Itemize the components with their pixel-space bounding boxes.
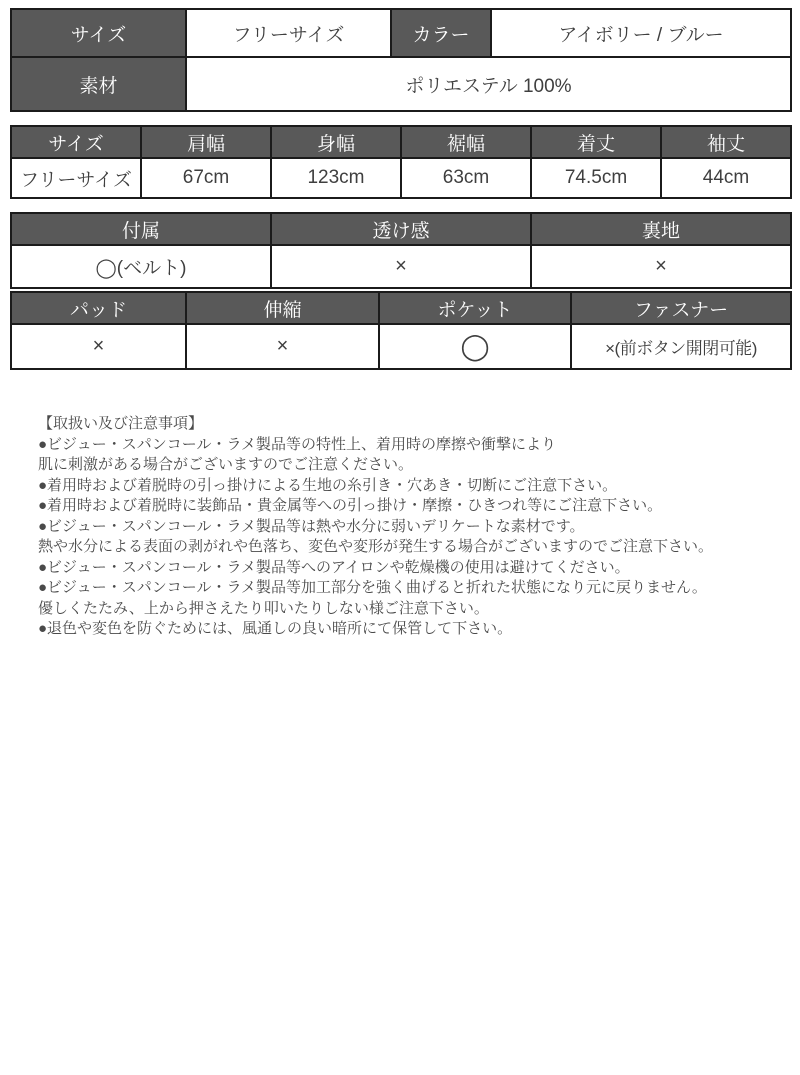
feature-pad-value: × bbox=[11, 324, 186, 369]
spec-table bbox=[10, 8, 792, 112]
note-line: 熱や水分による表面の剥がれや色落ち、変色や変形が発生する場合がございますのでご注意下さい。 bbox=[38, 538, 714, 555]
feature-sheerness-value: × bbox=[271, 245, 531, 288]
feature-header-stretch: 伸縮 bbox=[186, 292, 379, 324]
note-line: ●ビジュー・スパンコール・ラメ製品等加工部分を強く曲げると折れた状態になり元に戻りません。 bbox=[38, 579, 707, 596]
notes-title: 【取扱い及び注意事項】 bbox=[38, 415, 204, 432]
note-line: 優しくたたみ、上から押さえたり叩いたりしない様ご注意下さい。 bbox=[38, 599, 489, 617]
feature-lining-value: × bbox=[531, 245, 791, 288]
feature-fastener-value: ×(前ボタン開閉可能) bbox=[571, 324, 791, 369]
feature-pocket-value: ◯ bbox=[379, 324, 571, 369]
size-chart-header-body-width: 身幅 bbox=[271, 126, 401, 158]
note-line: ●着用時および着脱時の引っ掛けによる生地の糸引き・穴あき・切断にご注意下さい。 bbox=[38, 476, 618, 494]
note-line: 肌に刺激がある場合がございますのでご注意ください。 bbox=[38, 456, 414, 473]
feature-table-b bbox=[10, 291, 792, 370]
feature-table-a bbox=[10, 212, 792, 289]
size-chart-length-value: 74.5cm bbox=[531, 158, 661, 198]
feature-row-b bbox=[11, 324, 791, 369]
size-chart-header-hem-width: 裾幅 bbox=[401, 126, 531, 158]
size-chart-sleeve-value: 44cm bbox=[661, 158, 791, 198]
feature-header-sheerness: 透け感 bbox=[271, 213, 531, 245]
feature-header-lining: 裏地 bbox=[531, 213, 791, 245]
size-chart-header-sleeve: 袖丈 bbox=[661, 126, 791, 158]
note-line: ●ビジュー・スパンコール・ラメ製品等へのアイロンや乾燥機の使用は避けてください。 bbox=[38, 558, 630, 576]
feature-accessory-value: ◯(ベルト) bbox=[11, 245, 271, 288]
feature-stretch-value: × bbox=[186, 324, 379, 369]
note-line: ●ビジュー・スパンコール・ラメ製品等の特性上、着用時の摩擦や衝撃により bbox=[38, 435, 557, 453]
spec-color-label: カラー bbox=[391, 9, 491, 57]
size-chart-header-length: 着丈 bbox=[531, 126, 661, 158]
spec-color-value: アイボリー / ブルー bbox=[491, 9, 791, 57]
product-spec-page bbox=[0, 8, 800, 1075]
spec-size-value: フリーサイズ bbox=[186, 9, 391, 57]
size-chart-body-width-value: 123cm bbox=[271, 158, 401, 198]
size-chart-hem-width-value: 63cm bbox=[401, 158, 531, 198]
note-line: ●着用時および着脱時に装飾品・貴金属等への引っ掛け・摩擦・ひきつれ等にご注意下さい。 bbox=[38, 497, 663, 514]
size-chart-row bbox=[11, 158, 791, 198]
feature-header-pocket: ポケット bbox=[379, 292, 571, 324]
size-chart-shoulder-value: 67cm bbox=[141, 158, 271, 198]
feature-header-fastener: ファスナー bbox=[571, 292, 791, 324]
size-chart-size-value: フリーサイズ bbox=[11, 158, 141, 198]
note-line: ●ビジュー・スパンコール・ラメ製品等は熱や水分に弱いデリケートな素材です。 bbox=[38, 517, 585, 535]
spec-material-label: 素材 bbox=[11, 57, 186, 111]
notes-section bbox=[38, 414, 790, 640]
size-chart-table bbox=[10, 125, 792, 199]
feature-header-accessory: 付属 bbox=[11, 213, 271, 245]
spec-size-label: サイズ bbox=[11, 9, 186, 57]
feature-row-a bbox=[11, 245, 791, 288]
feature-header-pad: パッド bbox=[11, 292, 186, 324]
spec-material-value: ポリエステル 100% bbox=[186, 57, 791, 111]
size-chart-header-shoulder: 肩幅 bbox=[141, 126, 271, 158]
size-chart-header-size: サイズ bbox=[11, 126, 141, 158]
note-line: ●退色や変色を防ぐためには、風通しの良い暗所にて保管して下さい。 bbox=[38, 620, 513, 637]
